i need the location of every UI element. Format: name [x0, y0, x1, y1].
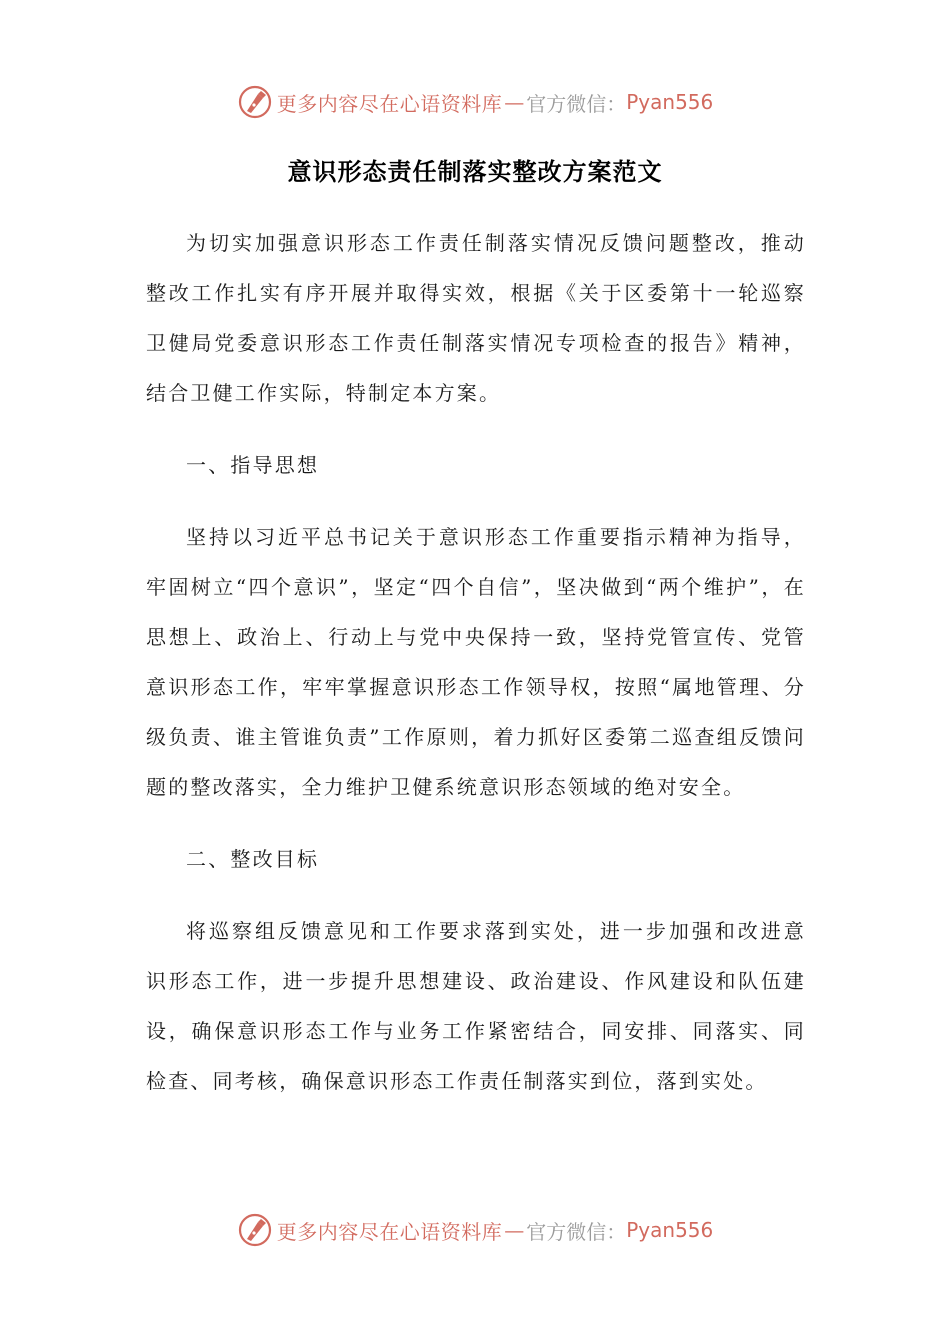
banner-label: 官方微信：	[526, 91, 627, 116]
banner-separator: —	[504, 1218, 525, 1242]
banner-label: 官方微信：	[526, 1219, 627, 1244]
banner-wechat-id: Pyan556	[626, 90, 714, 114]
section-paragraph-1: 坚持以习近平总书记关于意识形态工作重要指示精神为指导，牢固树立“四个意识”，坚定“四个自信”，坚决做到“两个维护”，在思想上、政治上、行动上与党中央保持一致，坚持党管宣传、党管意识形态工作，牢牢掌握意识形态工作领导权，按照“属地管理、分级负责、谁主管谁负责”工作原则，着力抓好区委第二巡查组反馈问题的整改落实，全力维护卫健系统意识形态领域的绝对安全。	[146, 525, 806, 799]
footer-banner	[0, 1208, 950, 1252]
section-heading-2: 二、整改目标	[186, 847, 320, 871]
intro-paragraph: 为切实加强意识形态工作责任制落实情况反馈问题整改，推动整改工作扎实有序开展并取得实效，根据《关于区委第十一轮巡察卫健局党委意识形态工作责任制落实情况专项检查的报告》精神，结合卫健工作实际，特制定本方案。	[146, 231, 806, 405]
document-body	[146, 218, 806, 1128]
header-banner	[0, 80, 950, 124]
pen-nib-icon	[237, 1212, 273, 1248]
section-heading-1: 一、指导思想	[186, 453, 320, 477]
banner-text: 更多内容尽在心语资料库	[276, 1219, 503, 1244]
banner-separator: —	[504, 90, 525, 114]
document-title: 意识形态责任制落实整改方案范文	[287, 158, 663, 186]
banner-text: 更多内容尽在心语资料库	[276, 91, 503, 116]
pen-nib-icon	[237, 84, 273, 120]
section-paragraph-2: 将巡察组反馈意见和工作要求落到实处，进一步加强和改进意识形态工作，进一步提升思想建设、政治建设、作风建设和队伍建设，确保意识形态工作与业务工作紧密结合，同安排、同落实、同检查、同考核，确保意识形态工作责任制落实到位，落到实处。	[146, 919, 806, 1093]
banner-wechat-id: Pyan556	[626, 1218, 714, 1242]
